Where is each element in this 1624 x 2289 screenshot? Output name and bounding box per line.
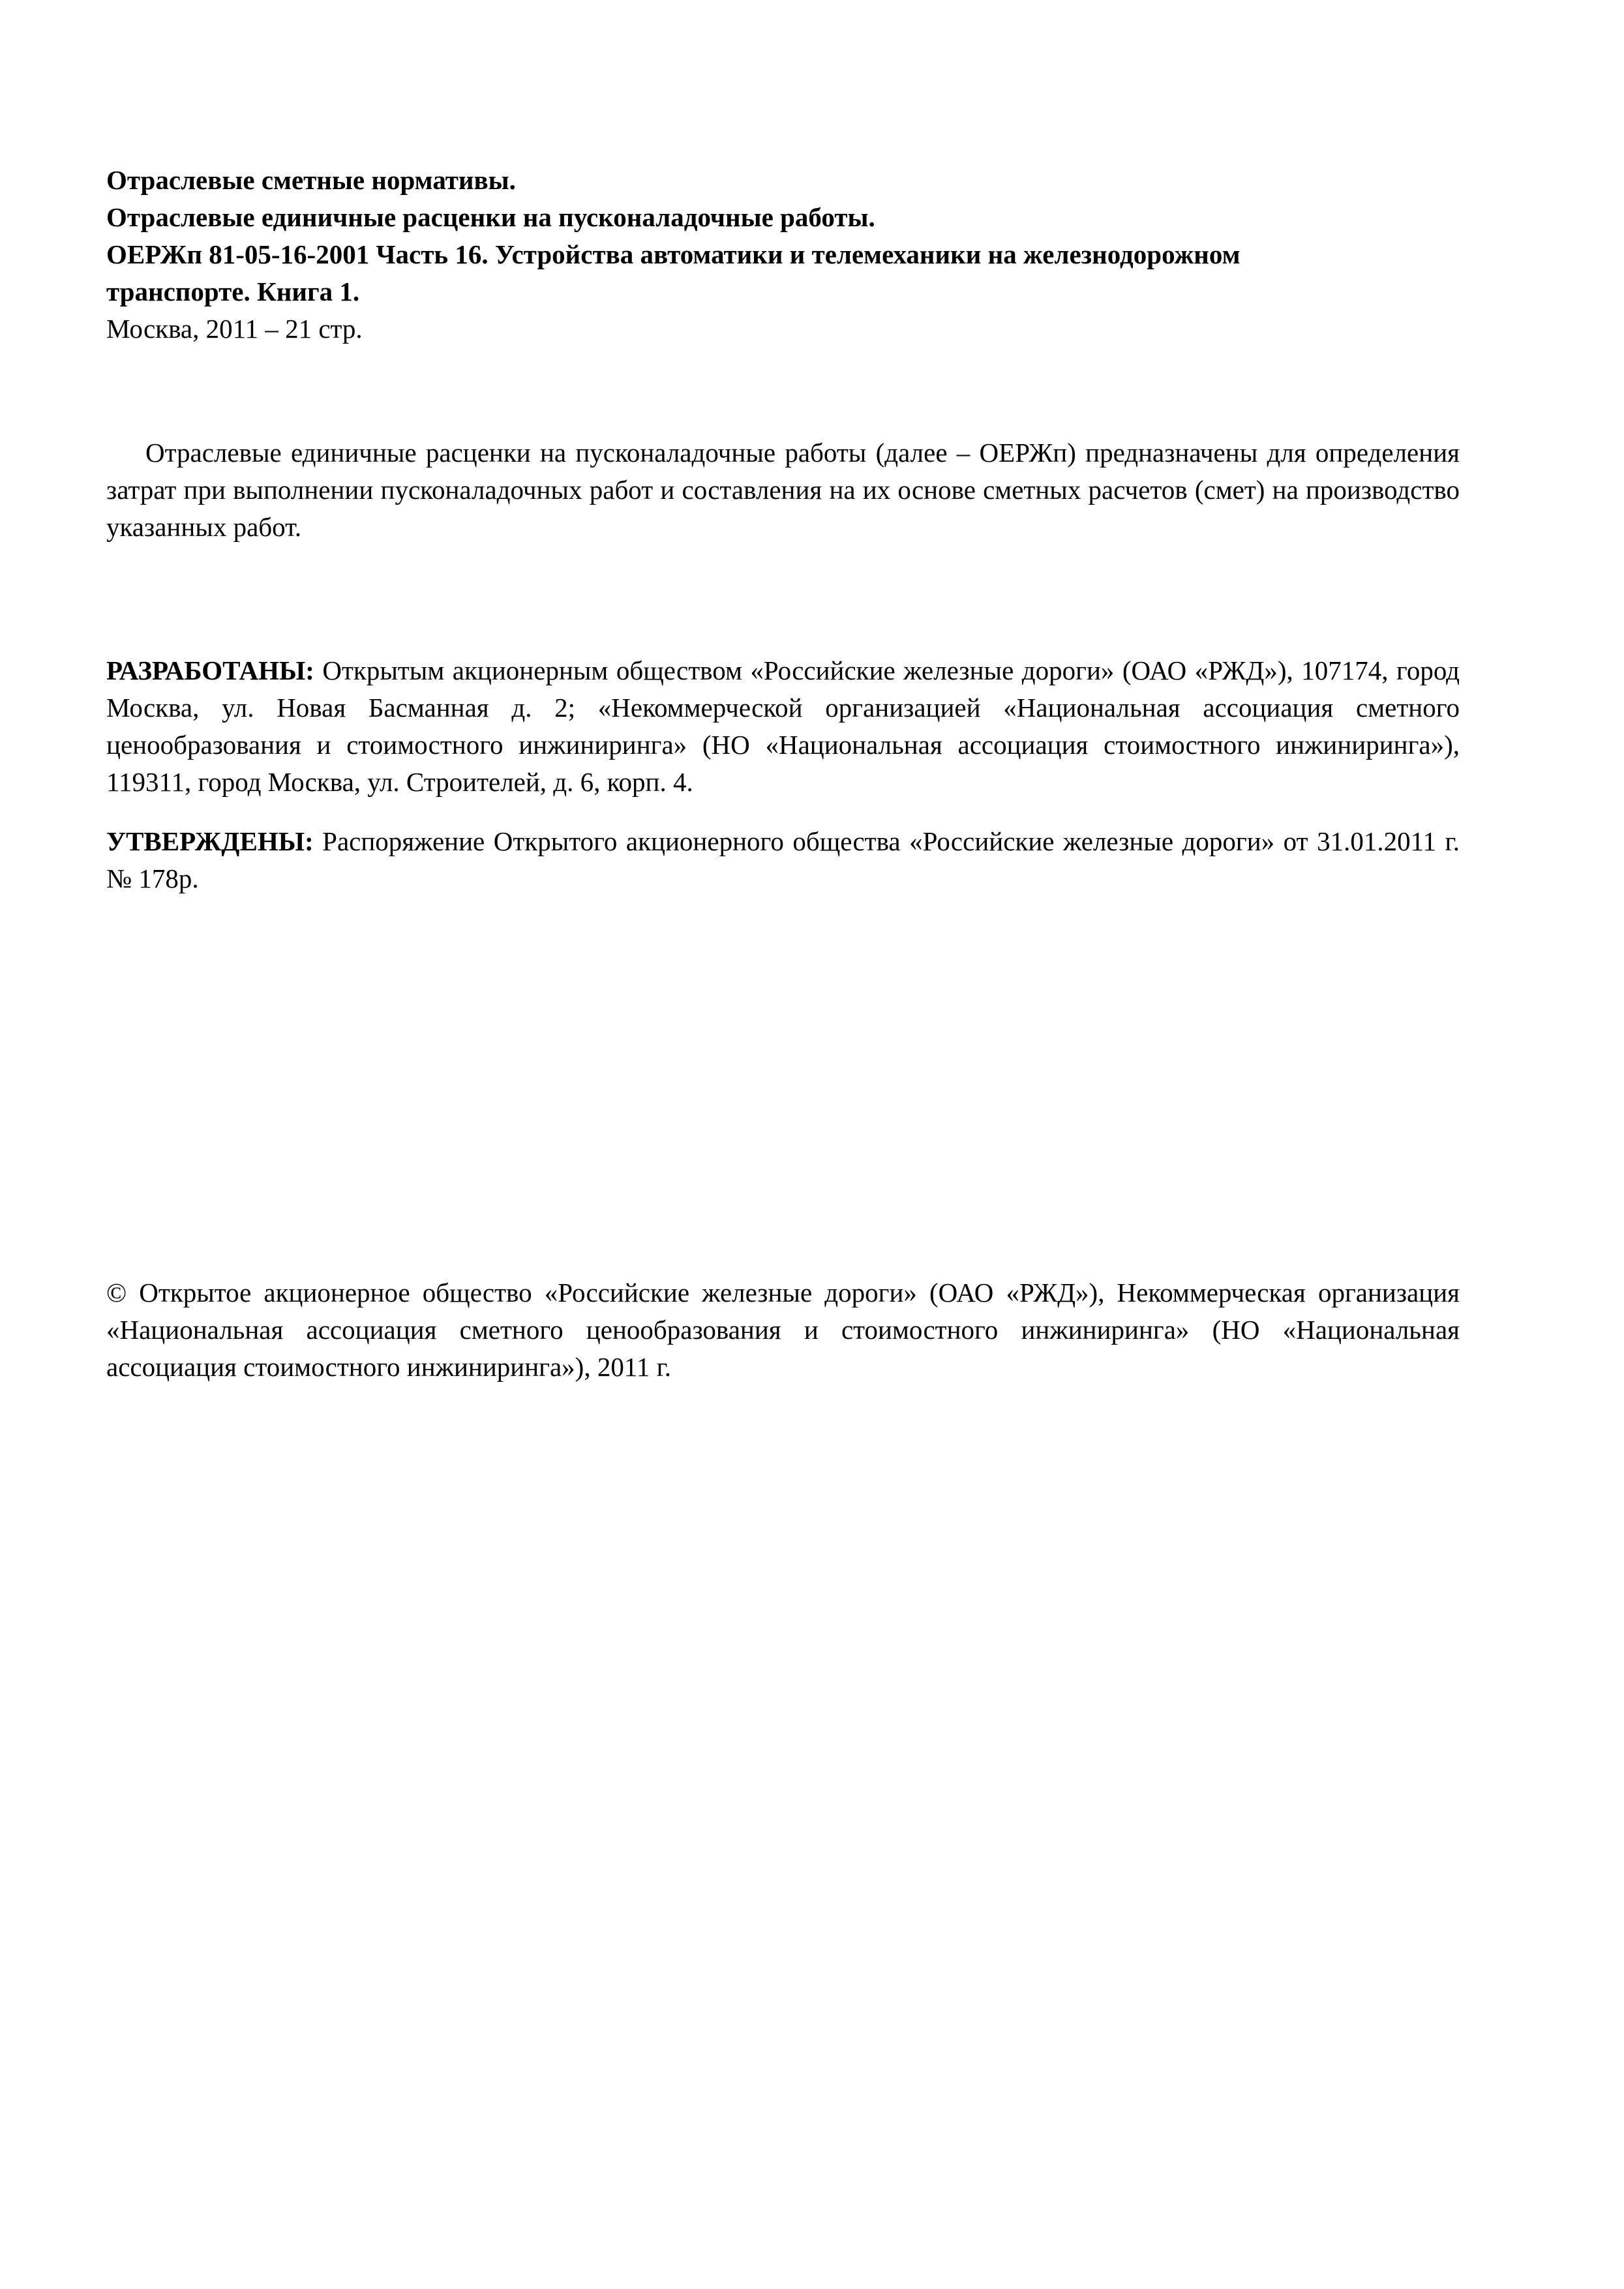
developed-text: Открытым акционерным обществом «Российские железные дороги» (ОАО «РЖД»), 107174, город Москва, ул. Новая Басманная д. 2; «Некоммерческой организацией «Национальная ассоциация сметного ценообразования и стоимостного инжиниринга» (НО «Национальная ассоциация стоимостного инжиниринга»), 119311, город Москва, ул. Строителей, д. 6, корп. 4. <box>106 655 1460 797</box>
approved-paragraph <box>106 823 1460 897</box>
document-code-title-continued: транспорте. Книга 1. <box>106 277 360 307</box>
approved-label: УТВЕРЖДЕНЫ: <box>106 826 314 856</box>
title-block <box>106 162 1460 348</box>
document-code-title: ОЕРЖп 81-05-16-2001 Часть 16. Устройства автоматики и телемеханики на железнодорожном <box>106 239 1241 269</box>
document-series-title: Отраслевые сметные нормативы. <box>106 165 516 195</box>
publication-info: Москва, 2011 – 21 стр. <box>106 314 363 344</box>
intro-paragraph: Отраслевые единичные расценки на пусконаладочные работы (далее – ОЕРЖп) предназначены для определения затрат при выполнении пусконаладочных работ и составления на их основе сметных расчетов (смет) на производство указанных работ. <box>106 438 1460 542</box>
copyright-paragraph: © Открытое акционерное общество «Российские железные дороги» (ОАО «РЖД»), Некоммерческая организация «Национальная ассоциация сметного ценообразования и стоимостного инжиниринга» (НО «Национальная ассоциация стоимостного инжиниринга»), 2011 г. <box>106 1278 1460 1382</box>
developed-paragraph <box>106 652 1460 801</box>
document-page <box>106 0 1460 2289</box>
document-collection-title: Отраслевые единичные расценки на пусконаладочные работы. <box>106 202 875 232</box>
approved-text: Распоряжение Открытого акционерного общества «Российские железные дороги» от 31.01.2011 г. № 178р. <box>106 826 1460 893</box>
developed-label: РАЗРАБОТАНЫ: <box>106 655 314 685</box>
